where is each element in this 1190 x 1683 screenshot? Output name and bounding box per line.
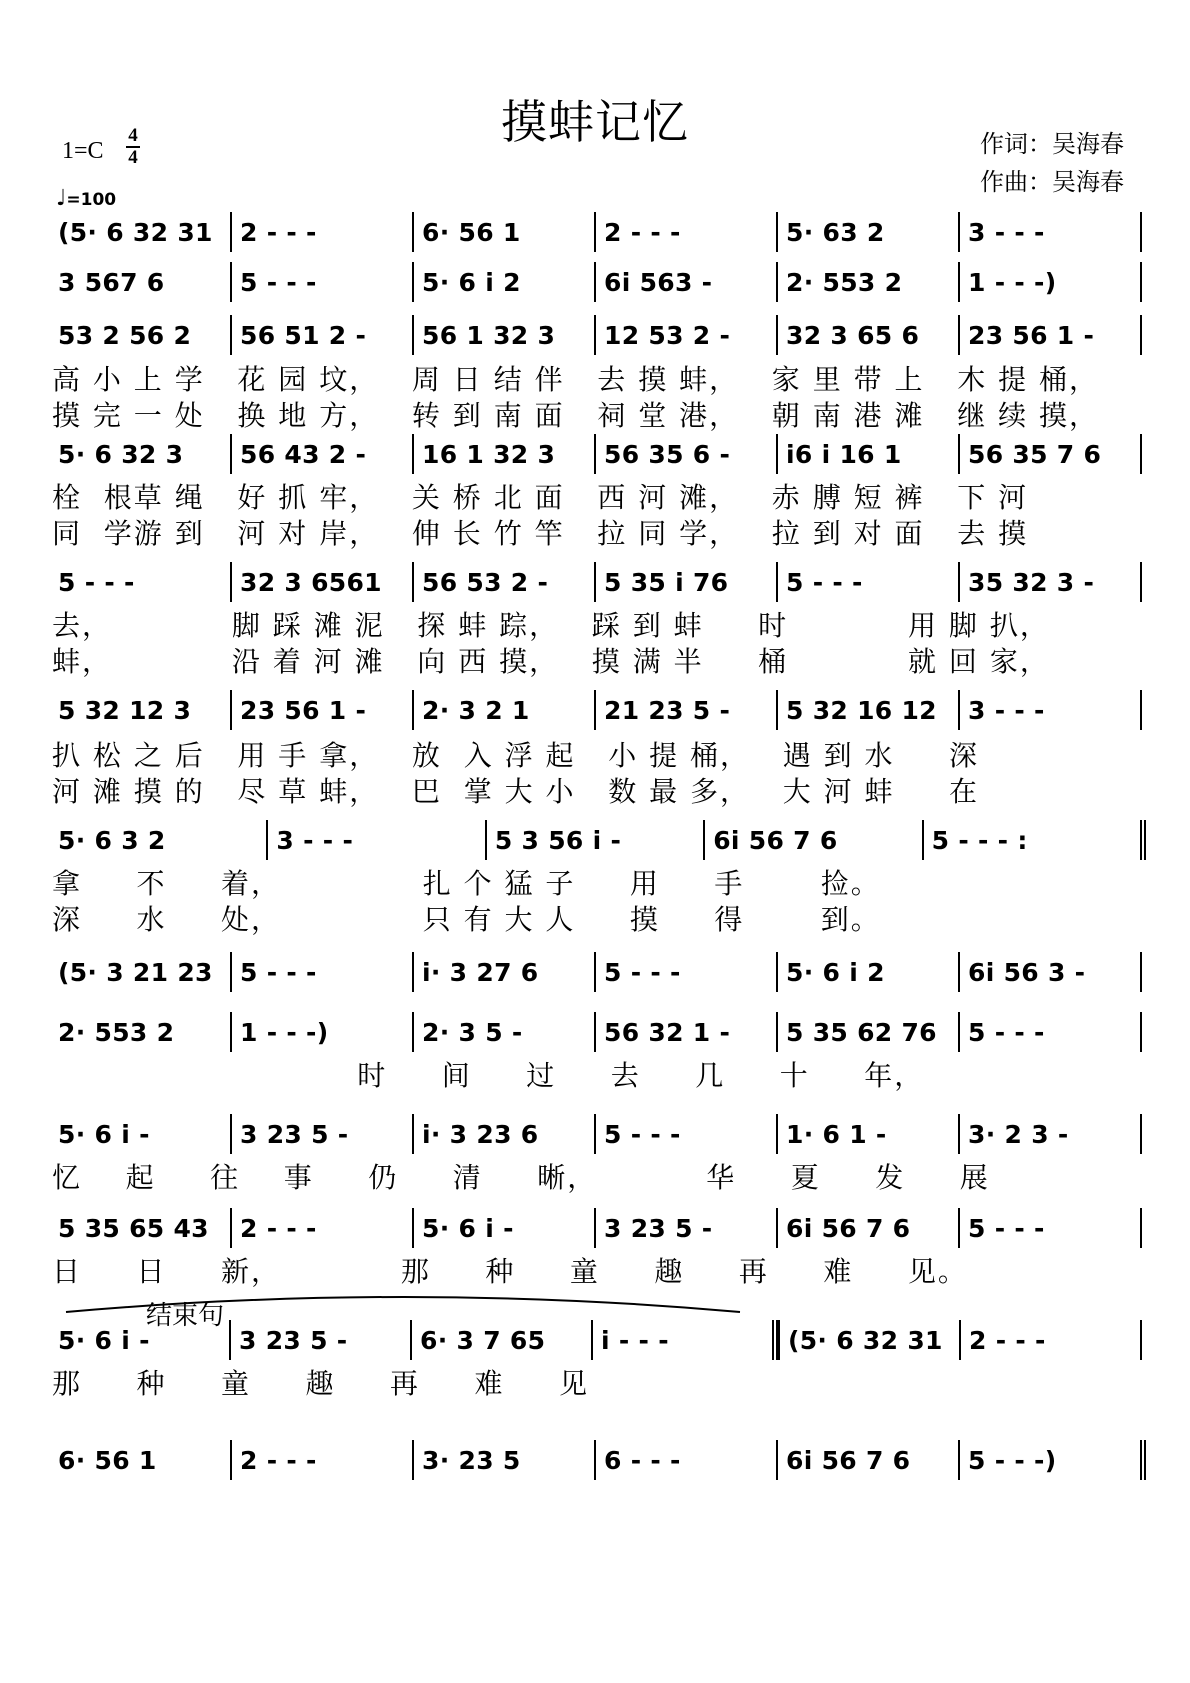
measure: 5 35 65 43 — [58, 1213, 209, 1243]
quarter-note-icon: ♩ — [56, 186, 67, 211]
key-signature: 1=C — [62, 138, 104, 164]
measure: 32 3 6561 — [230, 562, 412, 602]
measure: 2 - - - — [959, 1320, 1140, 1360]
lyric-line: 去， 脚 踩 滩 泥 探 蚌 踪， 踩 到 蚌 时 用 脚 扒， — [52, 609, 1050, 642]
measure: 16 1 32 3 — [412, 434, 594, 474]
measure: 6· 56 1 — [412, 212, 594, 252]
measure: 56 35 6 - — [594, 434, 776, 474]
measure: 56 32 1 - — [594, 1012, 776, 1052]
measure: 23 56 1 - — [958, 315, 1140, 355]
measure: 6 - - - — [594, 1440, 776, 1480]
measure: 2· 3 5 - — [412, 1012, 594, 1052]
notation-row — [54, 1440, 1146, 1480]
measure: 5· 6 i - — [412, 1208, 594, 1248]
lyric-line: 忆 起 往 事 仍 清 晰， 华 夏 发 展 — [52, 1161, 990, 1194]
measure: 6i 56 7 6 — [703, 820, 921, 860]
measure: 3 567 6 — [58, 267, 165, 297]
measure: 3 - - - — [266, 820, 484, 860]
lyric-line: 那 种 童 趣 再 难 见 — [52, 1367, 590, 1400]
measure: 2· 553 2 — [776, 262, 958, 302]
measure: 56 1 32 3 — [412, 315, 594, 355]
tempo-marking — [56, 186, 116, 211]
ending-phrase-slur — [64, 1286, 744, 1316]
measure: 2 - - - — [230, 212, 412, 252]
measure: 3 23 5 - — [229, 1320, 410, 1360]
measure: (5· 3 21 23 — [58, 957, 213, 987]
measure: 12 53 2 - — [594, 315, 776, 355]
measure: 6· 3 7 65 — [410, 1320, 591, 1360]
measure: i· 3 23 6 — [412, 1114, 594, 1154]
measure: 5 - - -) — [958, 1440, 1140, 1480]
lyric-line: 扒 松 之 后 用 手 拿， 放 入 浮 起 小 提 桶， 遇 到 水 深 — [52, 739, 980, 772]
measure: 5· 63 2 — [776, 212, 958, 252]
notation-row — [54, 315, 1142, 355]
measure: 5· 6 i - — [58, 1119, 150, 1149]
measure: 3 - - - — [958, 212, 1140, 252]
measure: 53 2 56 2 — [58, 320, 192, 350]
notation-row — [54, 212, 1142, 252]
lyric-line: 深 水 处， 只 有 大 人 摸 得 到。 — [52, 903, 881, 936]
measure: 5 - - - — [594, 952, 776, 992]
notation-row — [54, 952, 1142, 992]
notation-row — [54, 1320, 1142, 1360]
measure: 35 32 3 - — [958, 562, 1140, 602]
measure: 5 - - - — [776, 562, 958, 602]
lyric-line: 河 滩 摸 的 尽 草 蚌， 巴 掌 大 小 数 最 多， 大 河 蚌 在 — [52, 775, 980, 808]
measure: 5 3 56 i - — [485, 820, 703, 860]
measure: 2 - - - — [594, 212, 776, 252]
measure: 6i 56 7 6 — [776, 1208, 958, 1248]
measure: 21 23 5 - — [594, 690, 776, 730]
measure: 5 - - - — [230, 262, 412, 302]
measure: 5 - - - — [58, 567, 135, 597]
measure: 5· 6 i - — [58, 1325, 150, 1355]
measure: i· 3 27 6 — [412, 952, 594, 992]
measure: 2 - - - — [230, 1208, 412, 1248]
measure: 56 53 2 - — [412, 562, 594, 602]
measure: 6· 56 1 — [58, 1445, 157, 1475]
measure: 2· 3 2 1 — [412, 690, 594, 730]
measure: (5· 6 32 31 — [778, 1320, 959, 1360]
measure: 3· 2 3 - — [958, 1114, 1140, 1154]
measure: 5 - - - : — [922, 820, 1140, 860]
measure: 3 - - - — [958, 690, 1140, 730]
notation-row — [54, 1114, 1142, 1154]
measure: 5· 6 32 3 — [58, 439, 184, 469]
time-signature — [126, 126, 140, 168]
tempo-value: =100 — [66, 190, 117, 210]
ending-label: 结束句 — [146, 1301, 225, 1331]
measure: 56 35 7 6 — [958, 434, 1140, 474]
measure: 23 56 1 - — [230, 690, 412, 730]
measure: 3 23 5 - — [230, 1114, 412, 1154]
measure: 5 32 16 12 — [776, 690, 958, 730]
measure: 5· 6 i 2 — [412, 262, 594, 302]
lyric-line: 摸 完 一 处 换 地 方， 转 到 南 面 祠 堂 港， 朝 南 港 滩 继 续 摸， — [52, 399, 1100, 432]
lyric-line: 同 学游 到 河 对 岸， 伸 长 竹 竿 拉 同 学， 拉 到 对 面 去 摸 — [52, 517, 1029, 550]
song-title: 摸蚌记忆 — [501, 95, 689, 149]
measure: i - - - — [591, 1320, 778, 1360]
measure: 1· 6 1 - — [776, 1114, 958, 1154]
measure: 3· 23 5 — [412, 1440, 594, 1480]
notation-row — [54, 262, 1142, 302]
measure: 56 51 2 - — [230, 315, 412, 355]
notation-row — [54, 434, 1142, 474]
measure: 5 - - - — [594, 1114, 776, 1154]
measure: 5 32 12 3 — [58, 695, 192, 725]
measure: 1 - - -) — [958, 262, 1140, 302]
lyric-line: 高 小 上 学 花 园 坟， 周 日 结 伴 去 摸 蚌， 家 里 带 上 木 提 桶， — [52, 363, 1100, 396]
measure: 5· 6 i 2 — [776, 952, 958, 992]
measure: 5 - - - — [958, 1208, 1140, 1248]
lyric-line: 拿 不 着， 扎 个 猛 子 用 手 捡。 — [52, 867, 881, 900]
notation-row — [54, 690, 1142, 730]
measure: 32 3 65 6 — [776, 315, 958, 355]
time-signature-top: 4 — [128, 125, 138, 146]
lyric-line: 时 间 过 去 几 十 年， — [52, 1059, 925, 1092]
measure: 5 - - - — [958, 1012, 1140, 1052]
measure: 56 43 2 - — [230, 434, 412, 474]
notation-row — [54, 562, 1142, 602]
measure: 6i 563 - — [594, 262, 776, 302]
measure: (5· 6 32 31 — [58, 217, 213, 247]
measure: 2· 553 2 — [58, 1017, 175, 1047]
measure: 3 23 5 - — [594, 1208, 776, 1248]
notation-row — [54, 1012, 1142, 1052]
lyric-line: 蚌， 沿 着 河 滩 向 西 摸， 摸 满 半 桶 就 回 家， — [52, 645, 1050, 678]
measure: 6i 56 7 6 — [776, 1440, 958, 1480]
measure: 2 - - - — [230, 1440, 412, 1480]
lyricist-credit: 作词：吴海春 — [980, 130, 1124, 158]
time-signature-bottom: 4 — [128, 147, 138, 168]
notation-row — [54, 1208, 1142, 1248]
lyric-line: 日 日 新， 那 种 童 趣 再 难 见。 — [52, 1255, 968, 1288]
measure: 5· 6 3 2 — [58, 825, 166, 855]
measure: 5 - - - — [230, 952, 412, 992]
measure: 6i 56 3 - — [958, 952, 1140, 992]
measure: i6 i 16 1 — [776, 434, 958, 474]
notation-row — [54, 820, 1146, 860]
measure: 1 - - -) — [230, 1012, 412, 1052]
measure: 5 35 i 76 — [594, 562, 776, 602]
lyric-line: 栓 根草 绳 好 抓 牢， 关 桥 北 面 西 河 滩， 赤 膊 短 裤 下 河 — [52, 481, 1029, 514]
composer-credit: 作曲：吴海春 — [980, 168, 1124, 196]
measure: 5 35 62 76 — [776, 1012, 958, 1052]
